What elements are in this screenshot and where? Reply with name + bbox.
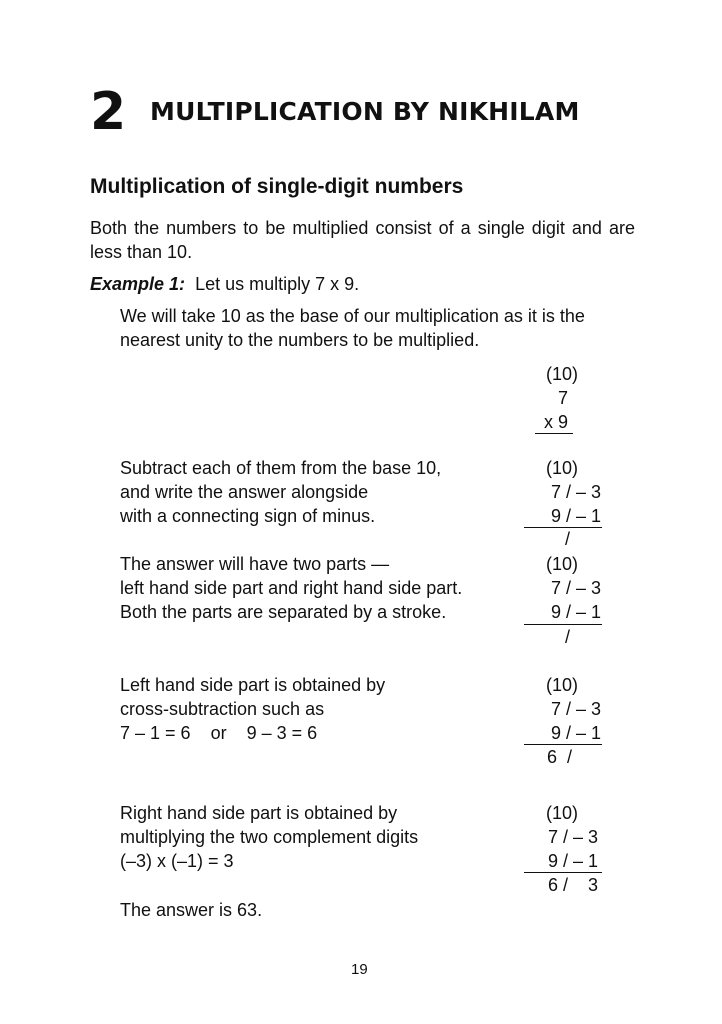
step3-line-1: Left hand side part is obtained by (120, 675, 386, 695)
step4-line-1: Right hand side part is obtained by (120, 803, 398, 823)
calc0-row2: x 9 (543, 412, 568, 432)
calc4-result: 6 / 3 (547, 875, 598, 895)
calc3-row2: 9 / – 1 (550, 723, 601, 743)
calc2-row1: 7 / – 3 (550, 578, 601, 598)
base-note-line-1: We will take 10 as the base of our multiplication as it is the (120, 306, 585, 326)
calc1-result: / (564, 529, 570, 549)
calc4-base: (10) (545, 803, 578, 823)
step2-line-2: left hand side part and right hand side part. (120, 578, 463, 598)
page-number: 19 (351, 961, 368, 978)
calc1-base: (10) (545, 458, 578, 478)
calc4-row1: 7 / – 3 (547, 827, 598, 847)
calc2-row2: 9 / – 1 (550, 602, 601, 622)
calc3-row1: 7 / – 3 (550, 699, 601, 719)
calc3-base: (10) (545, 675, 578, 695)
calc0-rule (535, 433, 573, 434)
chapter-number: 2 (90, 82, 127, 142)
step4-line-2: multiplying the two complement digits (120, 827, 419, 847)
conclusion: The answer is 63. (120, 900, 263, 920)
step3-line-2: cross-subtraction such as (120, 699, 325, 719)
chapter-title: MULTIPLICATION BY NIKHILAM (150, 97, 580, 126)
calc2-base: (10) (545, 554, 578, 574)
step1-line-2: and write the answer alongside (120, 482, 369, 502)
step1-line-3: with a connecting sign of minus. (120, 506, 376, 526)
step2-line-3: Both the parts are separated by a stroke. (120, 602, 447, 622)
step2-line-1: The answer will have two parts — (120, 554, 390, 574)
calc0-row1: 7 (557, 388, 568, 408)
example-text: Let us multiply 7 x 9. (195, 274, 360, 294)
section-title: Multiplication of single-digit numbers (90, 175, 464, 198)
calc1-row2: 9 / – 1 (550, 506, 601, 526)
base-note-line-2: nearest unity to the numbers to be multiplied. (120, 330, 480, 350)
step4-line-3: (–3) x (–1) = 3 (120, 851, 234, 871)
example-label: Example 1: (90, 274, 186, 294)
intro-paragraph: Both the numbers to be multiplied consist of a single digit and are less than 10. (90, 218, 635, 262)
calc1-row1: 7 / – 3 (550, 482, 601, 502)
calc0-base: (10) (545, 364, 578, 384)
step3-line-3: 7 – 1 = 6 or 9 – 3 = 6 (120, 723, 318, 743)
calc3-result: 6 / (546, 747, 572, 767)
step1-line-1: Subtract each of them from the base 10, (120, 458, 442, 478)
calc4-row2: 9 / – 1 (547, 851, 598, 871)
example-heading (90, 272, 359, 296)
calc2-result: / (564, 627, 570, 647)
